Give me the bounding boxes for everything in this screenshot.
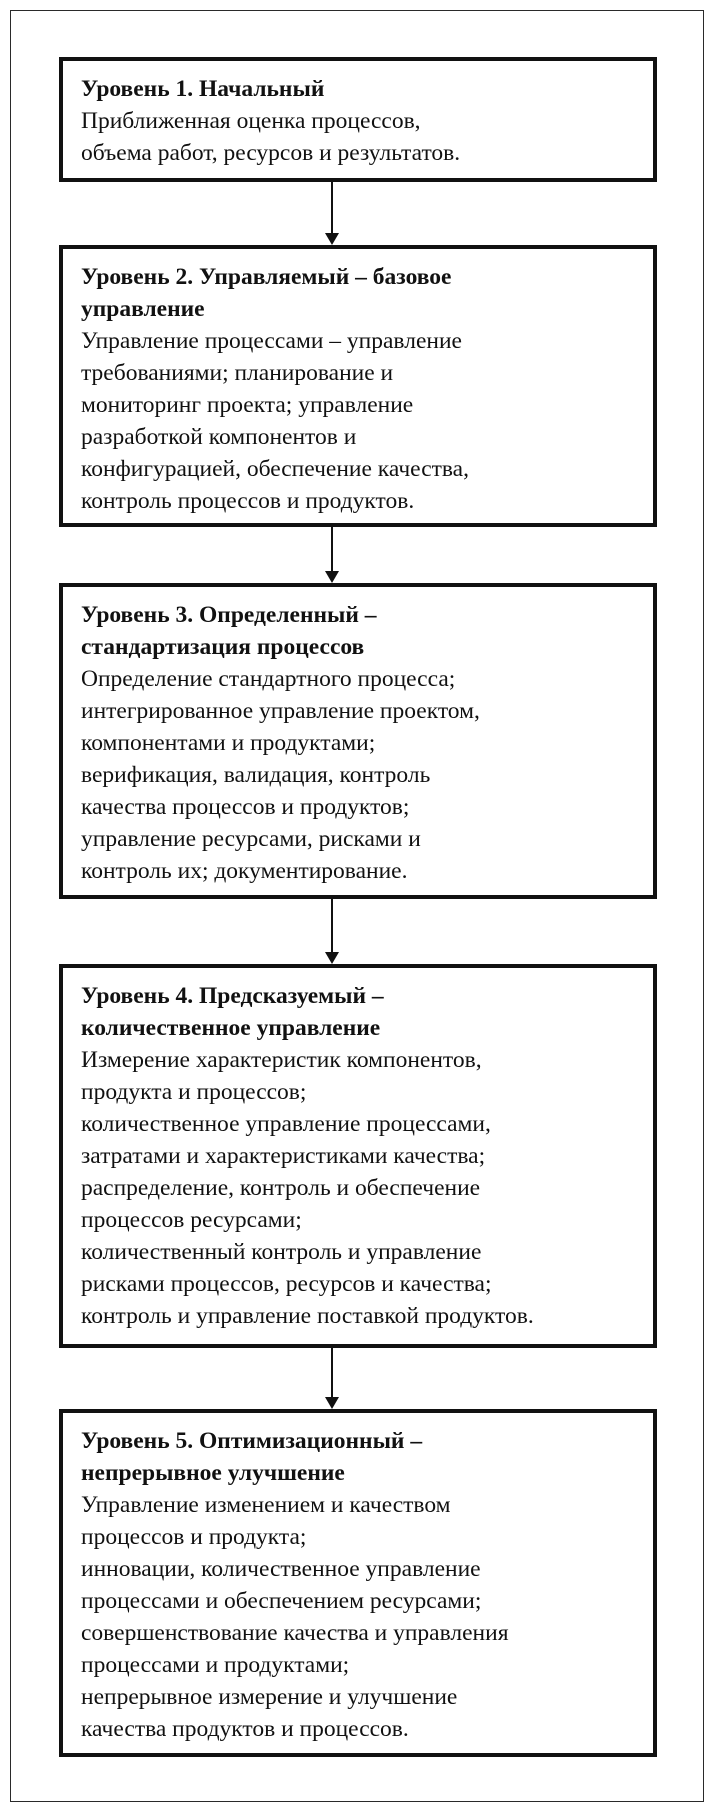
level-3-title: Уровень 3. Определенный – стандартизация процессов	[81, 602, 377, 660]
connector-4-5	[331, 1348, 333, 1397]
level-3-box	[59, 583, 657, 899]
arrow-down-icon	[325, 233, 339, 245]
level-2-description: Управление процессами – управление требованиями; планирование и мониторинг проекта; управление разработкой компонентов и конфигурацией, обеспечение качества, контроль процессов и продуктов.	[81, 328, 469, 514]
connector-2-3	[331, 527, 333, 571]
level-4-description: Измерение характеристик компонентов, продукта и процессов; количественное управление процессами, затратами и характеристиками качества; распределение, контроль и обеспечение процессов ресурсами; количественный контроль и управление рисками процессов, ресурсов и качества; контроль и управление поставкой продуктов.	[81, 1047, 534, 1329]
level-1-title: Уровень 1. Начальный	[81, 76, 325, 102]
arrow-down-icon	[325, 571, 339, 583]
arrow-down-icon	[325, 952, 339, 964]
level-1-description: Приближенная оценка процессов, объема работ, ресурсов и результатов.	[81, 108, 461, 166]
arrow-down-icon	[325, 1397, 339, 1409]
level-3-description: Определение стандартного процесса; интегрированное управление проектом, компонентами и продуктами; верификация, валидация, контроль качества процессов и продуктов; управление ресурсами, рисками и контроль их; документирование.	[81, 666, 480, 884]
level-2-title: Уровень 2. Управляемый – базовое управление	[81, 264, 452, 322]
level-1-box	[59, 57, 657, 182]
level-5-description: Управление изменением и качеством процессов и продукта; инновации, количественное управление процессами и обеспечением ресурсами; совершенствование качества и управления процессами и продуктами; непрерывное измерение и улучшение качества продуктов и процессов.	[81, 1492, 509, 1742]
level-2-box	[59, 245, 657, 527]
level-4-box	[59, 964, 657, 1348]
connector-1-2	[331, 182, 333, 233]
level-5-box	[59, 1409, 657, 1757]
connector-3-4	[331, 899, 333, 952]
level-4-title: Уровень 4. Предсказуемый – количественное управление	[81, 983, 384, 1041]
level-5-title: Уровень 5. Оптимизационный – непрерывное улучшение	[81, 1428, 423, 1486]
